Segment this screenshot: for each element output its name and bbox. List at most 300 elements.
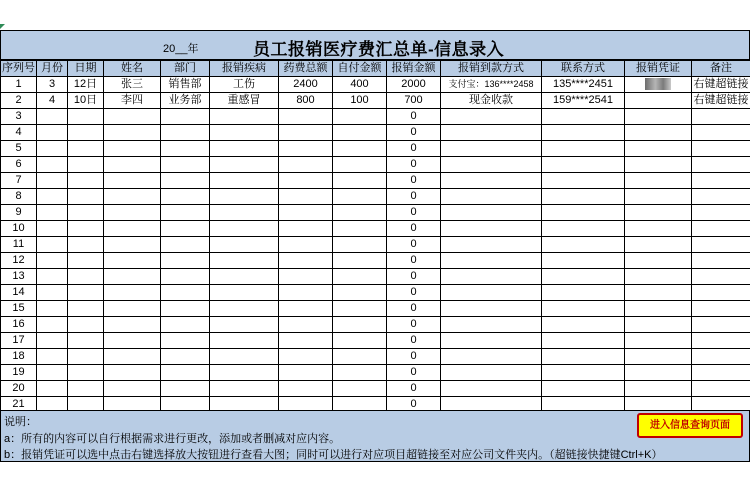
cell-reimb[interactable]: 0: [387, 157, 441, 173]
column-header[interactable]: 备注: [692, 61, 750, 77]
cell-date[interactable]: 12日: [68, 77, 104, 93]
cell-remark[interactable]: [692, 237, 750, 253]
cell-reimb[interactable]: 0: [387, 333, 441, 349]
cell-voucher[interactable]: [625, 349, 692, 365]
cell-dept[interactable]: [161, 109, 210, 125]
cell-no[interactable]: 4: [1, 125, 37, 141]
cell-total[interactable]: [279, 109, 333, 125]
cell-voucher[interactable]: [625, 141, 692, 157]
cell-month[interactable]: [37, 157, 68, 173]
cell-no[interactable]: 6: [1, 157, 37, 173]
cell-contact[interactable]: [542, 109, 625, 125]
cell-remark[interactable]: [692, 365, 750, 381]
cell-month[interactable]: [37, 189, 68, 205]
cell-payment[interactable]: [441, 253, 542, 269]
cell-voucher[interactable]: [625, 157, 692, 173]
table-row: [1, 141, 750, 157]
cell-contact[interactable]: [542, 381, 625, 397]
cell-name[interactable]: [104, 125, 161, 141]
cell-name[interactable]: 李四: [104, 93, 161, 109]
cell-disease[interactable]: [210, 317, 279, 333]
cell-date[interactable]: [68, 253, 104, 269]
cell-month[interactable]: [37, 221, 68, 237]
cell-total[interactable]: [279, 349, 333, 365]
cell-self[interactable]: [333, 381, 387, 397]
cell-name[interactable]: [104, 253, 161, 269]
cell-month[interactable]: [37, 333, 68, 349]
cell-payment[interactable]: [441, 349, 542, 365]
cell-payment[interactable]: [441, 317, 542, 333]
column-header[interactable]: 报销到款方式: [441, 61, 542, 77]
cell-date[interactable]: [68, 269, 104, 285]
cell-month[interactable]: [37, 381, 68, 397]
cell-voucher[interactable]: [625, 205, 692, 221]
cell-no[interactable]: 8: [1, 189, 37, 205]
cell-name[interactable]: [104, 205, 161, 221]
table-row: [1, 317, 750, 333]
cell-reimb[interactable]: 0: [387, 125, 441, 141]
table-row: [1, 285, 750, 301]
cell-contact[interactable]: [542, 285, 625, 301]
notes-heading: 说明：: [4, 416, 37, 428]
cell-self[interactable]: [333, 221, 387, 237]
cell-remark[interactable]: [692, 301, 750, 317]
spreadsheet: [0, 30, 750, 413]
cell-self[interactable]: [333, 237, 387, 253]
sheet-corner-marker: [0, 24, 5, 29]
cell-name[interactable]: [104, 141, 161, 157]
cell-remark[interactable]: 右键超链接: [692, 77, 750, 93]
cell-reimb[interactable]: 0: [387, 349, 441, 365]
cell-contact[interactable]: 159****2541: [542, 93, 625, 109]
cell-total[interactable]: [279, 189, 333, 205]
cell-self[interactable]: [333, 125, 387, 141]
cell-date[interactable]: [68, 381, 104, 397]
cell-dept[interactable]: [161, 269, 210, 285]
cell-name[interactable]: [104, 221, 161, 237]
cell-voucher[interactable]: [625, 317, 692, 333]
cell-disease[interactable]: [210, 141, 279, 157]
cell-contact[interactable]: [542, 253, 625, 269]
cell-contact[interactable]: [542, 365, 625, 381]
cell-contact[interactable]: [542, 301, 625, 317]
cell-total[interactable]: [279, 205, 333, 221]
cell-voucher[interactable]: [625, 173, 692, 189]
cell-self[interactable]: [333, 253, 387, 269]
cell-remark[interactable]: [692, 189, 750, 205]
cell-remark[interactable]: [692, 317, 750, 333]
table-row: [1, 221, 750, 237]
cell-reimb[interactable]: 0: [387, 205, 441, 221]
table-row: [1, 333, 750, 349]
table-row: [1, 349, 750, 365]
cell-remark[interactable]: [692, 221, 750, 237]
year-label[interactable]: 20__年: [163, 43, 199, 55]
table-row: [1, 237, 750, 253]
cell-voucher[interactable]: [625, 109, 692, 125]
cell-payment[interactable]: 现金收款: [441, 93, 542, 109]
cell-voucher[interactable]: [625, 125, 692, 141]
cell-reimb[interactable]: 0: [387, 365, 441, 381]
cell-disease[interactable]: [210, 253, 279, 269]
cell-contact[interactable]: [542, 125, 625, 141]
cell-reimb[interactable]: 0: [387, 141, 441, 157]
cell-voucher[interactable]: [625, 93, 692, 109]
cell-date[interactable]: [68, 109, 104, 125]
cell-self[interactable]: [333, 109, 387, 125]
cell-self[interactable]: [333, 349, 387, 365]
cell-contact[interactable]: [542, 221, 625, 237]
column-header[interactable]: 联系方式: [542, 61, 625, 77]
cell-dept[interactable]: [161, 301, 210, 317]
cell-month[interactable]: [37, 237, 68, 253]
cell-total[interactable]: 2400: [279, 77, 333, 93]
cell-remark[interactable]: 右键超链接: [692, 93, 750, 109]
cell-total[interactable]: [279, 141, 333, 157]
cell-remark[interactable]: [692, 285, 750, 301]
cell-month[interactable]: [37, 301, 68, 317]
cell-date[interactable]: [68, 157, 104, 173]
cell-name[interactable]: [104, 333, 161, 349]
cell-dept[interactable]: [161, 253, 210, 269]
data-table: [0, 60, 750, 413]
cell-name[interactable]: [104, 349, 161, 365]
cell-voucher[interactable]: [625, 333, 692, 349]
cell-no[interactable]: 7: [1, 173, 37, 189]
cell-remark[interactable]: [692, 125, 750, 141]
cell-disease[interactable]: 重感冒: [210, 93, 279, 109]
cell-no[interactable]: 5: [1, 141, 37, 157]
cell-disease[interactable]: [210, 189, 279, 205]
cell-no[interactable]: 12: [1, 253, 37, 269]
cell-voucher[interactable]: [625, 189, 692, 205]
cell-payment[interactable]: [441, 221, 542, 237]
cell-dept[interactable]: [161, 285, 210, 301]
cell-month[interactable]: [37, 349, 68, 365]
cell-reimb[interactable]: 0: [387, 397, 441, 413]
cell-name[interactable]: [104, 173, 161, 189]
table-row: [1, 77, 750, 93]
cell-month[interactable]: 3: [37, 77, 68, 93]
cell-disease[interactable]: [210, 365, 279, 381]
cell-total[interactable]: [279, 173, 333, 189]
cell-payment[interactable]: [441, 141, 542, 157]
cell-no[interactable]: 18: [1, 349, 37, 365]
cell-name[interactable]: [104, 317, 161, 333]
cell-voucher[interactable]: [625, 269, 692, 285]
cell-contact[interactable]: [542, 157, 625, 173]
cell-disease[interactable]: [210, 333, 279, 349]
cell-self[interactable]: 100: [333, 93, 387, 109]
cell-total[interactable]: [279, 253, 333, 269]
cell-total[interactable]: 800: [279, 93, 333, 109]
cell-no[interactable]: 15: [1, 301, 37, 317]
cell-payment[interactable]: [441, 237, 542, 253]
cell-remark[interactable]: [692, 269, 750, 285]
cell-name[interactable]: [104, 109, 161, 125]
cell-total[interactable]: [279, 365, 333, 381]
column-header[interactable]: 部门: [161, 61, 210, 77]
cell-disease[interactable]: [210, 173, 279, 189]
cell-date[interactable]: [68, 237, 104, 253]
cell-reimb[interactable]: 0: [387, 269, 441, 285]
cell-disease[interactable]: [210, 285, 279, 301]
cell-month[interactable]: [37, 365, 68, 381]
cell-self[interactable]: [333, 141, 387, 157]
cell-voucher[interactable]: [625, 253, 692, 269]
cell-reimb[interactable]: 2000: [387, 77, 441, 93]
cell-month[interactable]: [37, 125, 68, 141]
cell-date[interactable]: [68, 125, 104, 141]
cell-dept[interactable]: [161, 205, 210, 221]
cell-remark[interactable]: [692, 253, 750, 269]
cell-disease[interactable]: [210, 221, 279, 237]
column-header[interactable]: 月份: [37, 61, 68, 77]
cell-contact[interactable]: [542, 269, 625, 285]
cell-month[interactable]: [37, 269, 68, 285]
cell-name[interactable]: [104, 365, 161, 381]
cell-contact[interactable]: [542, 333, 625, 349]
cell-remark[interactable]: [692, 381, 750, 397]
column-header[interactable]: 报销凭证: [625, 61, 692, 77]
cell-no[interactable]: 1: [1, 77, 37, 93]
cell-reimb[interactable]: 0: [387, 109, 441, 125]
cell-dept[interactable]: [161, 381, 210, 397]
column-header[interactable]: 报销金额: [387, 61, 441, 77]
cell-remark[interactable]: [692, 157, 750, 173]
cell-self[interactable]: [333, 365, 387, 381]
cell-month[interactable]: [37, 141, 68, 157]
cell-date[interactable]: [68, 285, 104, 301]
cell-payment[interactable]: [441, 269, 542, 285]
cell-name[interactable]: [104, 269, 161, 285]
cell-name[interactable]: [104, 189, 161, 205]
cell-payment[interactable]: [441, 173, 542, 189]
cell-date[interactable]: [68, 349, 104, 365]
cell-disease[interactable]: [210, 237, 279, 253]
cell-name[interactable]: [104, 285, 161, 301]
cell-reimb[interactable]: 0: [387, 317, 441, 333]
cell-name[interactable]: [104, 381, 161, 397]
cell-month[interactable]: [37, 253, 68, 269]
cell-reimb[interactable]: 0: [387, 221, 441, 237]
cell-payment[interactable]: [441, 189, 542, 205]
cell-disease[interactable]: [210, 205, 279, 221]
cell-date[interactable]: 10日: [68, 93, 104, 109]
cell-payment[interactable]: [441, 285, 542, 301]
cell-dept[interactable]: 销售部: [161, 77, 210, 93]
cell-voucher[interactable]: [625, 285, 692, 301]
cell-self[interactable]: 400: [333, 77, 387, 93]
cell-total[interactable]: [279, 381, 333, 397]
cell-contact[interactable]: [542, 141, 625, 157]
cell-date[interactable]: [68, 365, 104, 381]
cell-no[interactable]: 13: [1, 269, 37, 285]
cell-self[interactable]: [333, 285, 387, 301]
cell-self[interactable]: [333, 157, 387, 173]
cell-date[interactable]: [68, 205, 104, 221]
cell-month[interactable]: [37, 109, 68, 125]
cell-reimb[interactable]: 0: [387, 381, 441, 397]
cell-payment[interactable]: 支付宝：136****2458: [441, 77, 542, 93]
cell-dept[interactable]: [161, 141, 210, 157]
cell-total[interactable]: [279, 221, 333, 237]
cell-disease[interactable]: [210, 269, 279, 285]
cell-self[interactable]: [333, 205, 387, 221]
cell-contact[interactable]: [542, 205, 625, 221]
cell-reimb[interactable]: 0: [387, 237, 441, 253]
cell-remark[interactable]: [692, 109, 750, 125]
sheet-title[interactable]: 员工报销医疗费汇总单-信息录入: [253, 40, 505, 59]
cell-disease[interactable]: 工伤: [210, 77, 279, 93]
cell-voucher[interactable]: [625, 237, 692, 253]
column-header[interactable]: 报销疾病: [210, 61, 279, 77]
cell-name[interactable]: [104, 301, 161, 317]
cell-payment[interactable]: [441, 381, 542, 397]
table-row: [1, 109, 750, 125]
cell-reimb[interactable]: 0: [387, 301, 441, 317]
cell-name[interactable]: [104, 237, 161, 253]
table-row: [1, 205, 750, 221]
cell-reimb[interactable]: 700: [387, 93, 441, 109]
cell-no[interactable]: 19: [1, 365, 37, 381]
cell-disease[interactable]: [210, 381, 279, 397]
cell-reimb[interactable]: 0: [387, 189, 441, 205]
cell-payment[interactable]: [441, 205, 542, 221]
cell-dept[interactable]: [161, 157, 210, 173]
cell-month[interactable]: [37, 285, 68, 301]
cell-reimb[interactable]: 0: [387, 285, 441, 301]
cell-disease[interactable]: [210, 301, 279, 317]
table-row: [1, 253, 750, 269]
cell-dept[interactable]: [161, 221, 210, 237]
goto-query-page-button[interactable]: 进入信息查询页面: [637, 413, 743, 438]
cell-name[interactable]: [104, 157, 161, 173]
cell-month[interactable]: [37, 317, 68, 333]
cell-date[interactable]: [68, 141, 104, 157]
cell-no[interactable]: 3: [1, 109, 37, 125]
table-row: [1, 301, 750, 317]
cell-self[interactable]: [333, 269, 387, 285]
cell-dept[interactable]: [161, 173, 210, 189]
column-header[interactable]: 自付金额: [333, 61, 387, 77]
cell-self[interactable]: [333, 189, 387, 205]
cell-voucher[interactable]: [625, 221, 692, 237]
cell-no[interactable]: 10: [1, 221, 37, 237]
cell-disease[interactable]: [210, 157, 279, 173]
cell-dept[interactable]: [161, 349, 210, 365]
cell-voucher[interactable]: [625, 77, 692, 93]
cell-date[interactable]: [68, 173, 104, 189]
cell-voucher[interactable]: [625, 381, 692, 397]
cell-dept[interactable]: [161, 237, 210, 253]
cell-dept[interactable]: [161, 125, 210, 141]
cell-voucher[interactable]: [625, 365, 692, 381]
cell-date[interactable]: [68, 301, 104, 317]
cell-self[interactable]: [333, 333, 387, 349]
cell-total[interactable]: [279, 237, 333, 253]
cell-month[interactable]: 4: [37, 93, 68, 109]
cell-dept[interactable]: [161, 365, 210, 381]
cell-remark[interactable]: [692, 333, 750, 349]
cell-total[interactable]: [279, 333, 333, 349]
cell-contact[interactable]: [542, 189, 625, 205]
cell-payment[interactable]: [441, 365, 542, 381]
cell-dept[interactable]: [161, 333, 210, 349]
cell-self[interactable]: [333, 301, 387, 317]
cell-no[interactable]: 2: [1, 93, 37, 109]
cell-reimb[interactable]: 0: [387, 173, 441, 189]
cell-no[interactable]: 14: [1, 285, 37, 301]
cell-total[interactable]: [279, 285, 333, 301]
table-row: [1, 381, 750, 397]
cell-no[interactable]: 9: [1, 205, 37, 221]
cell-payment[interactable]: [441, 333, 542, 349]
cell-remark[interactable]: [692, 205, 750, 221]
cell-dept[interactable]: 业务部: [161, 93, 210, 109]
cell-payment[interactable]: [441, 125, 542, 141]
table-row: [1, 189, 750, 205]
cell-voucher[interactable]: [625, 301, 692, 317]
cell-no[interactable]: 11: [1, 237, 37, 253]
cell-total[interactable]: [279, 157, 333, 173]
voucher-thumbnail[interactable]: [645, 78, 671, 90]
table-row: [1, 365, 750, 381]
column-header[interactable]: 序列号: [1, 61, 37, 77]
cell-month[interactable]: [37, 173, 68, 189]
cell-disease[interactable]: [210, 125, 279, 141]
cell-date[interactable]: [68, 333, 104, 349]
cell-month[interactable]: [37, 205, 68, 221]
cell-date[interactable]: [68, 317, 104, 333]
cell-contact[interactable]: [542, 317, 625, 333]
cell-total[interactable]: [279, 317, 333, 333]
cell-reimb[interactable]: 0: [387, 253, 441, 269]
cell-disease[interactable]: [210, 349, 279, 365]
cell-no[interactable]: 21: [1, 397, 37, 413]
cell-contact[interactable]: [542, 349, 625, 365]
cell-total[interactable]: [279, 125, 333, 141]
cell-no[interactable]: 20: [1, 381, 37, 397]
cell-remark[interactable]: [692, 141, 750, 157]
cell-remark[interactable]: [692, 173, 750, 189]
table-row: [1, 93, 750, 109]
cell-contact[interactable]: 135****2451: [542, 77, 625, 93]
cell-no[interactable]: 17: [1, 333, 37, 349]
cell-disease[interactable]: [210, 109, 279, 125]
cell-date[interactable]: [68, 189, 104, 205]
cell-contact[interactable]: [542, 237, 625, 253]
cell-date[interactable]: [68, 221, 104, 237]
cell-no[interactable]: 16: [1, 317, 37, 333]
cell-name[interactable]: 张三: [104, 77, 161, 93]
column-header[interactable]: 日期: [68, 61, 104, 77]
column-header[interactable]: 姓名: [104, 61, 161, 77]
cell-total[interactable]: [279, 301, 333, 317]
cell-payment[interactable]: [441, 301, 542, 317]
column-header[interactable]: 药费总额: [279, 61, 333, 77]
cell-dept[interactable]: [161, 317, 210, 333]
cell-remark[interactable]: [692, 349, 750, 365]
cell-payment[interactable]: [441, 157, 542, 173]
cell-contact[interactable]: [542, 173, 625, 189]
cell-self[interactable]: [333, 173, 387, 189]
cell-payment[interactable]: [441, 109, 542, 125]
cell-dept[interactable]: [161, 189, 210, 205]
cell-self[interactable]: [333, 317, 387, 333]
note-line-b: b：报销凭证可以选中点击右键选择放大按钮进行查看大图；同时可以进行对应项目超链接至对应公司文件夹内。（超链接快捷键Ctrl+K）: [4, 449, 663, 461]
cell-total[interactable]: [279, 269, 333, 285]
